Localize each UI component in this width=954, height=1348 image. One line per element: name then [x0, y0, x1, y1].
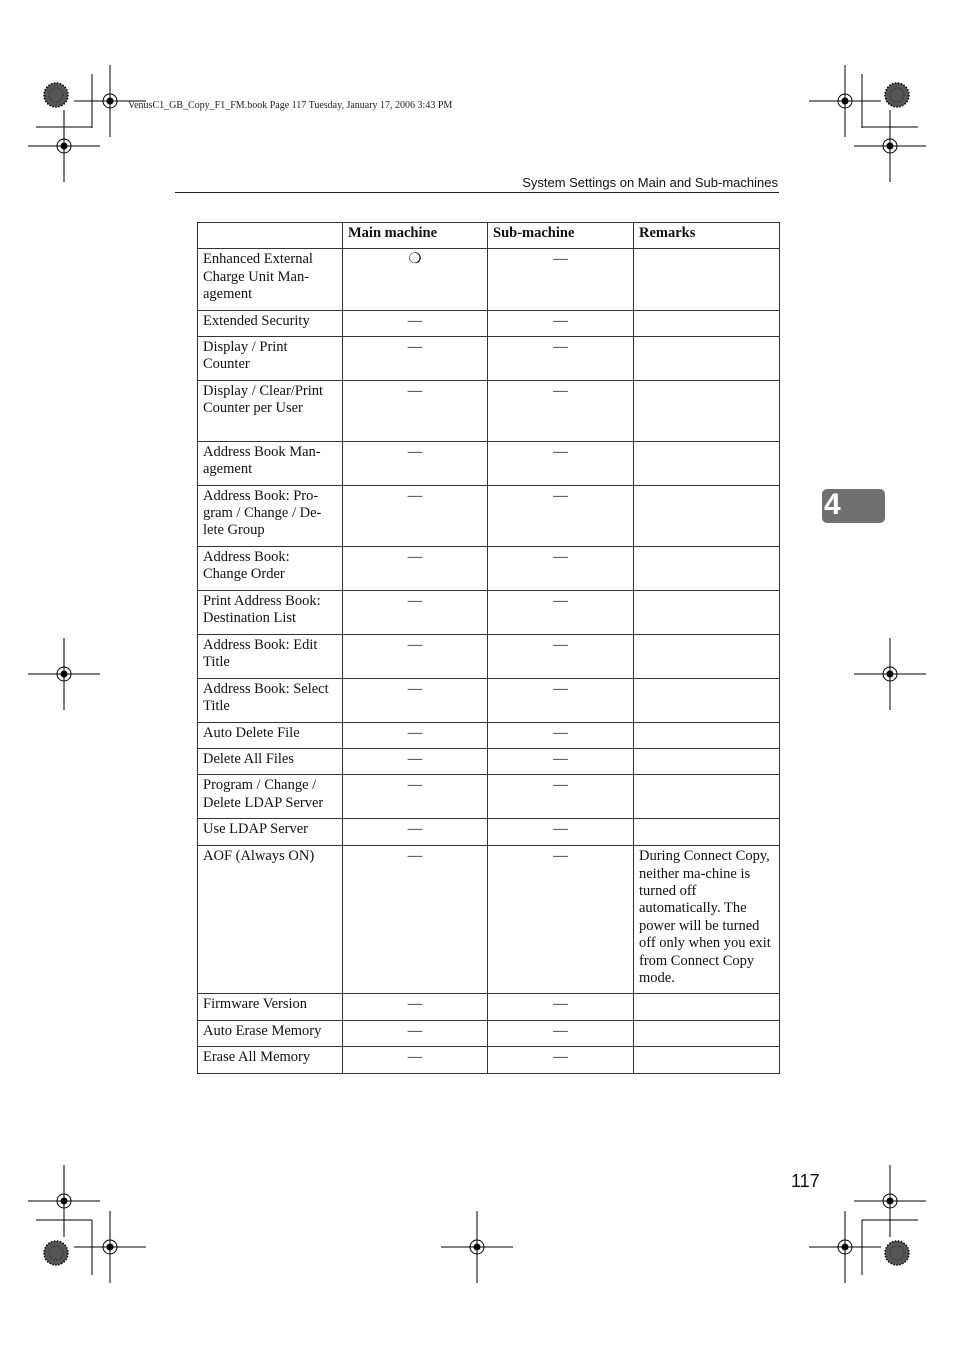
main-machine-cell: — — [343, 590, 488, 634]
remarks-cell — [634, 994, 780, 1020]
main-machine-cell: — — [343, 819, 488, 846]
remarks-cell — [634, 678, 780, 722]
row-label: Address Book: Select Title — [198, 678, 343, 722]
row-label: Delete All Files — [198, 748, 343, 774]
row-label: Print Address Book: Destination List — [198, 590, 343, 634]
row-label: Address Book: Pro-gram / Change / De-lete Group — [198, 485, 343, 546]
row-label: Extended Security — [198, 310, 343, 336]
table-row — [198, 1020, 780, 1046]
sub-machine-cell: — — [488, 634, 634, 678]
table-row — [198, 994, 780, 1020]
sub-machine-cell: — — [488, 819, 634, 846]
main-machine-cell: — — [343, 337, 488, 381]
column-header-main: Main machine — [343, 223, 488, 249]
page-header-title: System Settings on Main and Sub-machines — [522, 175, 778, 190]
column-header-remarks: Remarks — [634, 223, 780, 249]
row-label: Address Book: Edit Title — [198, 634, 343, 678]
sub-machine-cell: — — [488, 546, 634, 590]
table-row — [198, 775, 780, 819]
sub-machine-cell: — — [488, 678, 634, 722]
row-label: Use LDAP Server — [198, 819, 343, 846]
table-row — [198, 441, 780, 485]
row-label: Erase All Memory — [198, 1047, 343, 1073]
table-row — [198, 590, 780, 634]
main-machine-cell: — — [343, 722, 488, 748]
table-row — [198, 678, 780, 722]
main-machine-cell: — — [343, 748, 488, 774]
page-number: 117 — [791, 1171, 820, 1191]
sub-machine-cell: — — [488, 1020, 634, 1046]
row-label: AOF (Always ON) — [198, 846, 343, 994]
sub-machine-cell: — — [488, 441, 634, 485]
sub-machine-cell: — — [488, 775, 634, 819]
sub-machine-cell: — — [488, 249, 634, 310]
column-header-sub: Sub-machine — [488, 223, 634, 249]
main-machine-cell: — — [343, 441, 488, 485]
table-row — [198, 748, 780, 774]
table-row — [198, 380, 780, 441]
row-label: Address Book: Change Order — [198, 546, 343, 590]
table-row — [198, 485, 780, 546]
main-machine-cell: — — [343, 546, 488, 590]
table-header-row — [198, 223, 780, 249]
main-machine-cell: — — [343, 1047, 488, 1073]
table-row — [198, 337, 780, 381]
main-machine-cell: — — [343, 1020, 488, 1046]
table-row — [198, 846, 780, 994]
remarks-cell — [634, 590, 780, 634]
remarks-cell — [634, 380, 780, 441]
sub-machine-cell: — — [488, 994, 634, 1020]
row-label: Display / Print Counter — [198, 337, 343, 381]
main-machine-cell: — — [343, 678, 488, 722]
main-machine-cell: — — [343, 846, 488, 994]
remarks-cell — [634, 1047, 780, 1073]
remarks-cell — [634, 775, 780, 819]
main-machine-cell: ❍ — [343, 249, 488, 310]
main-machine-cell: — — [343, 634, 488, 678]
sub-machine-cell: — — [488, 846, 634, 994]
remarks-cell — [634, 748, 780, 774]
row-label: Auto Erase Memory — [198, 1020, 343, 1046]
sub-machine-cell: — — [488, 380, 634, 441]
remarks-cell — [634, 249, 780, 310]
remarks-cell — [634, 310, 780, 336]
table-row — [198, 722, 780, 748]
chapter-number: 4 — [824, 488, 841, 521]
settings-table — [197, 222, 780, 1074]
sub-machine-cell: — — [488, 485, 634, 546]
row-label: Enhanced External Charge Unit Man-agement — [198, 249, 343, 310]
row-label: Firmware Version — [198, 994, 343, 1020]
sub-machine-cell: — — [488, 590, 634, 634]
print-info: VenusC1_GB_Copy_F1_FM.book Page 117 Tuesday, January 17, 2006 3:43 PM — [128, 100, 453, 111]
row-label: Auto Delete File — [198, 722, 343, 748]
header-rule — [175, 192, 779, 193]
row-label: Display / Clear/Print Counter per User — [198, 380, 343, 441]
row-label: Address Book Man-agement — [198, 441, 343, 485]
column-header-setting — [198, 223, 343, 249]
main-machine-cell: — — [343, 380, 488, 441]
remarks-cell — [634, 1020, 780, 1046]
sub-machine-cell: — — [488, 337, 634, 381]
sub-machine-cell: — — [488, 310, 634, 336]
remarks-cell: During Connect Copy, neither ma-chine is turned off automatically. The power will be turned off only when you exit from Connect Copy mode. — [634, 846, 780, 994]
remarks-cell — [634, 722, 780, 748]
table-row — [198, 546, 780, 590]
sub-machine-cell: — — [488, 722, 634, 748]
main-machine-cell: — — [343, 485, 488, 546]
main-machine-cell: — — [343, 994, 488, 1020]
remarks-cell — [634, 546, 780, 590]
table-row — [198, 249, 780, 310]
remarks-cell — [634, 634, 780, 678]
sub-machine-cell: — — [488, 748, 634, 774]
chapter-tab — [822, 489, 885, 523]
table-row — [198, 310, 780, 336]
main-machine-cell: — — [343, 775, 488, 819]
sub-machine-cell: — — [488, 1047, 634, 1073]
table-row — [198, 1047, 780, 1073]
table-row — [198, 634, 780, 678]
remarks-cell — [634, 485, 780, 546]
main-machine-cell: — — [343, 310, 488, 336]
table-row — [198, 819, 780, 846]
remarks-cell — [634, 337, 780, 381]
remarks-cell — [634, 819, 780, 846]
row-label: Program / Change / Delete LDAP Server — [198, 775, 343, 819]
remarks-cell — [634, 441, 780, 485]
